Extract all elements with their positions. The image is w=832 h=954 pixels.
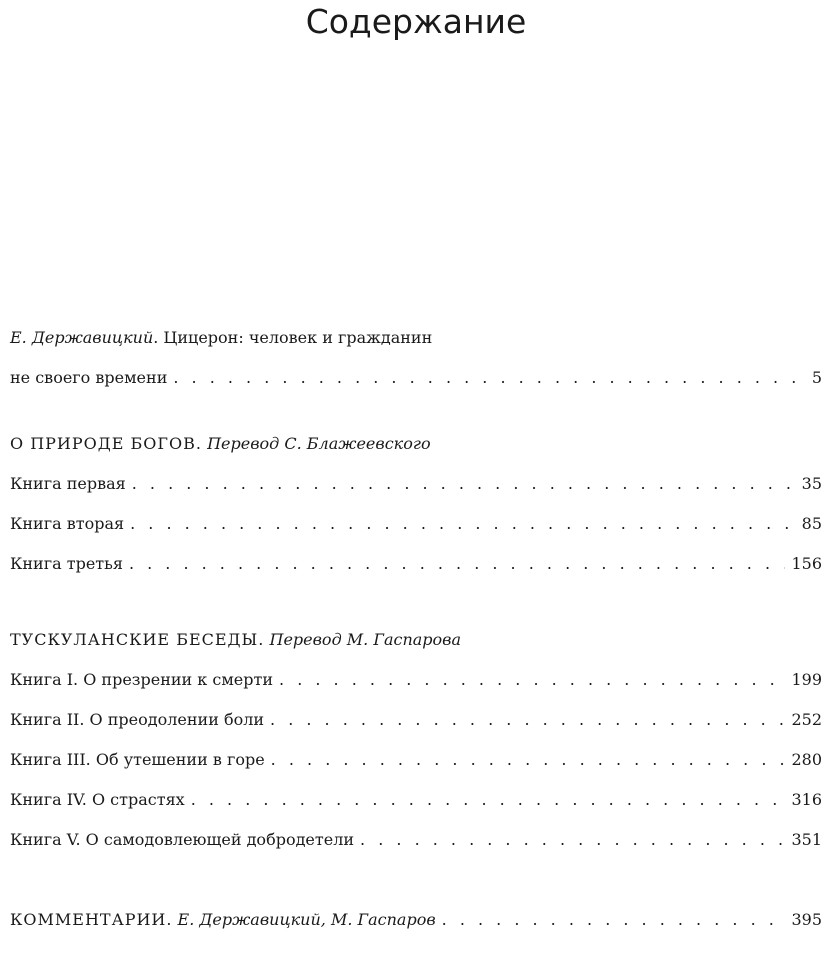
toc-page-number: 316: [791, 790, 822, 809]
commentary-authors: Е. Державицкий, М. Гаспаров: [177, 910, 436, 929]
toc-item[interactable]: [10, 554, 822, 594]
toc-page-number: 156: [791, 554, 822, 573]
toc-page-number: 252: [791, 710, 822, 729]
dot-leader: [271, 750, 786, 769]
toc-page-number: 35: [801, 474, 822, 493]
toc-intro-entry[interactable]: [10, 328, 822, 408]
toc-item-label: Книга III. Об утешении в горе: [10, 750, 265, 769]
toc-item-label: Книга I. О презрении к смерти: [10, 670, 274, 689]
toc-item[interactable]: [10, 750, 822, 790]
toc-item[interactable]: [10, 474, 822, 514]
toc-page-number: 280: [791, 750, 822, 769]
dot-leader: [442, 910, 786, 929]
toc-intro-title-part1: . Цицерон: человек и гражданин: [153, 328, 433, 347]
toc-intro-author: Е. Державицкий: [10, 328, 154, 347]
dot-leader: [360, 830, 785, 849]
toc-item[interactable]: [10, 514, 822, 554]
section-title: КОММЕНТАРИИ.: [10, 910, 173, 929]
toc-intro-line-2: [10, 368, 822, 408]
toc-page-number: 395: [791, 910, 822, 929]
section-title: ТУСКУЛАНСКИЕ БЕСЕДЫ.: [10, 630, 265, 649]
toc-item-label: Книга V. О самодовлеющей добродетели: [10, 830, 355, 849]
toc-commentary: [10, 910, 822, 950]
section-title: О ПРИРОДЕ БОГОВ.: [10, 434, 202, 453]
toc-section-heading[interactable]: [10, 434, 822, 474]
toc-item-label: Книга IV. О страстях: [10, 790, 185, 809]
toc-item[interactable]: [10, 830, 822, 870]
toc-item[interactable]: [10, 670, 822, 710]
dot-leader: [191, 790, 786, 809]
toc-page-number: 5: [811, 368, 822, 387]
toc-section-2: [10, 630, 822, 870]
toc-section-1: [10, 434, 822, 594]
toc-intro-title-part2: не своего времени: [10, 368, 168, 387]
page-title: Содержание: [305, 2, 527, 41]
toc-item-label: Книга третья: [10, 554, 123, 573]
dot-leader: [129, 554, 786, 573]
section-translator: Перевод С. Блажеевского: [207, 434, 431, 453]
toc-item-label: Книга II. О преодолении боли: [10, 710, 265, 729]
toc-item[interactable]: [10, 910, 822, 950]
toc-intro-title-line: [10, 328, 432, 347]
dot-leader: [132, 474, 796, 493]
toc-page-number: 199: [791, 670, 822, 689]
toc-item[interactable]: [10, 710, 822, 750]
dot-leader: [270, 710, 785, 729]
dot-leader: [173, 368, 805, 387]
toc-page-number: 85: [801, 514, 822, 533]
toc-item-label: Книга первая: [10, 474, 126, 493]
dot-leader: [130, 514, 796, 533]
toc-section-heading[interactable]: [10, 630, 822, 670]
toc-item-label: Книга вторая: [10, 514, 125, 533]
dot-leader: [279, 670, 785, 689]
toc-intro-line-1: [10, 328, 822, 368]
section-translator: Перевод М. Гаспарова: [269, 630, 462, 649]
toc-page-number: 351: [791, 830, 822, 849]
toc-item[interactable]: [10, 790, 822, 830]
